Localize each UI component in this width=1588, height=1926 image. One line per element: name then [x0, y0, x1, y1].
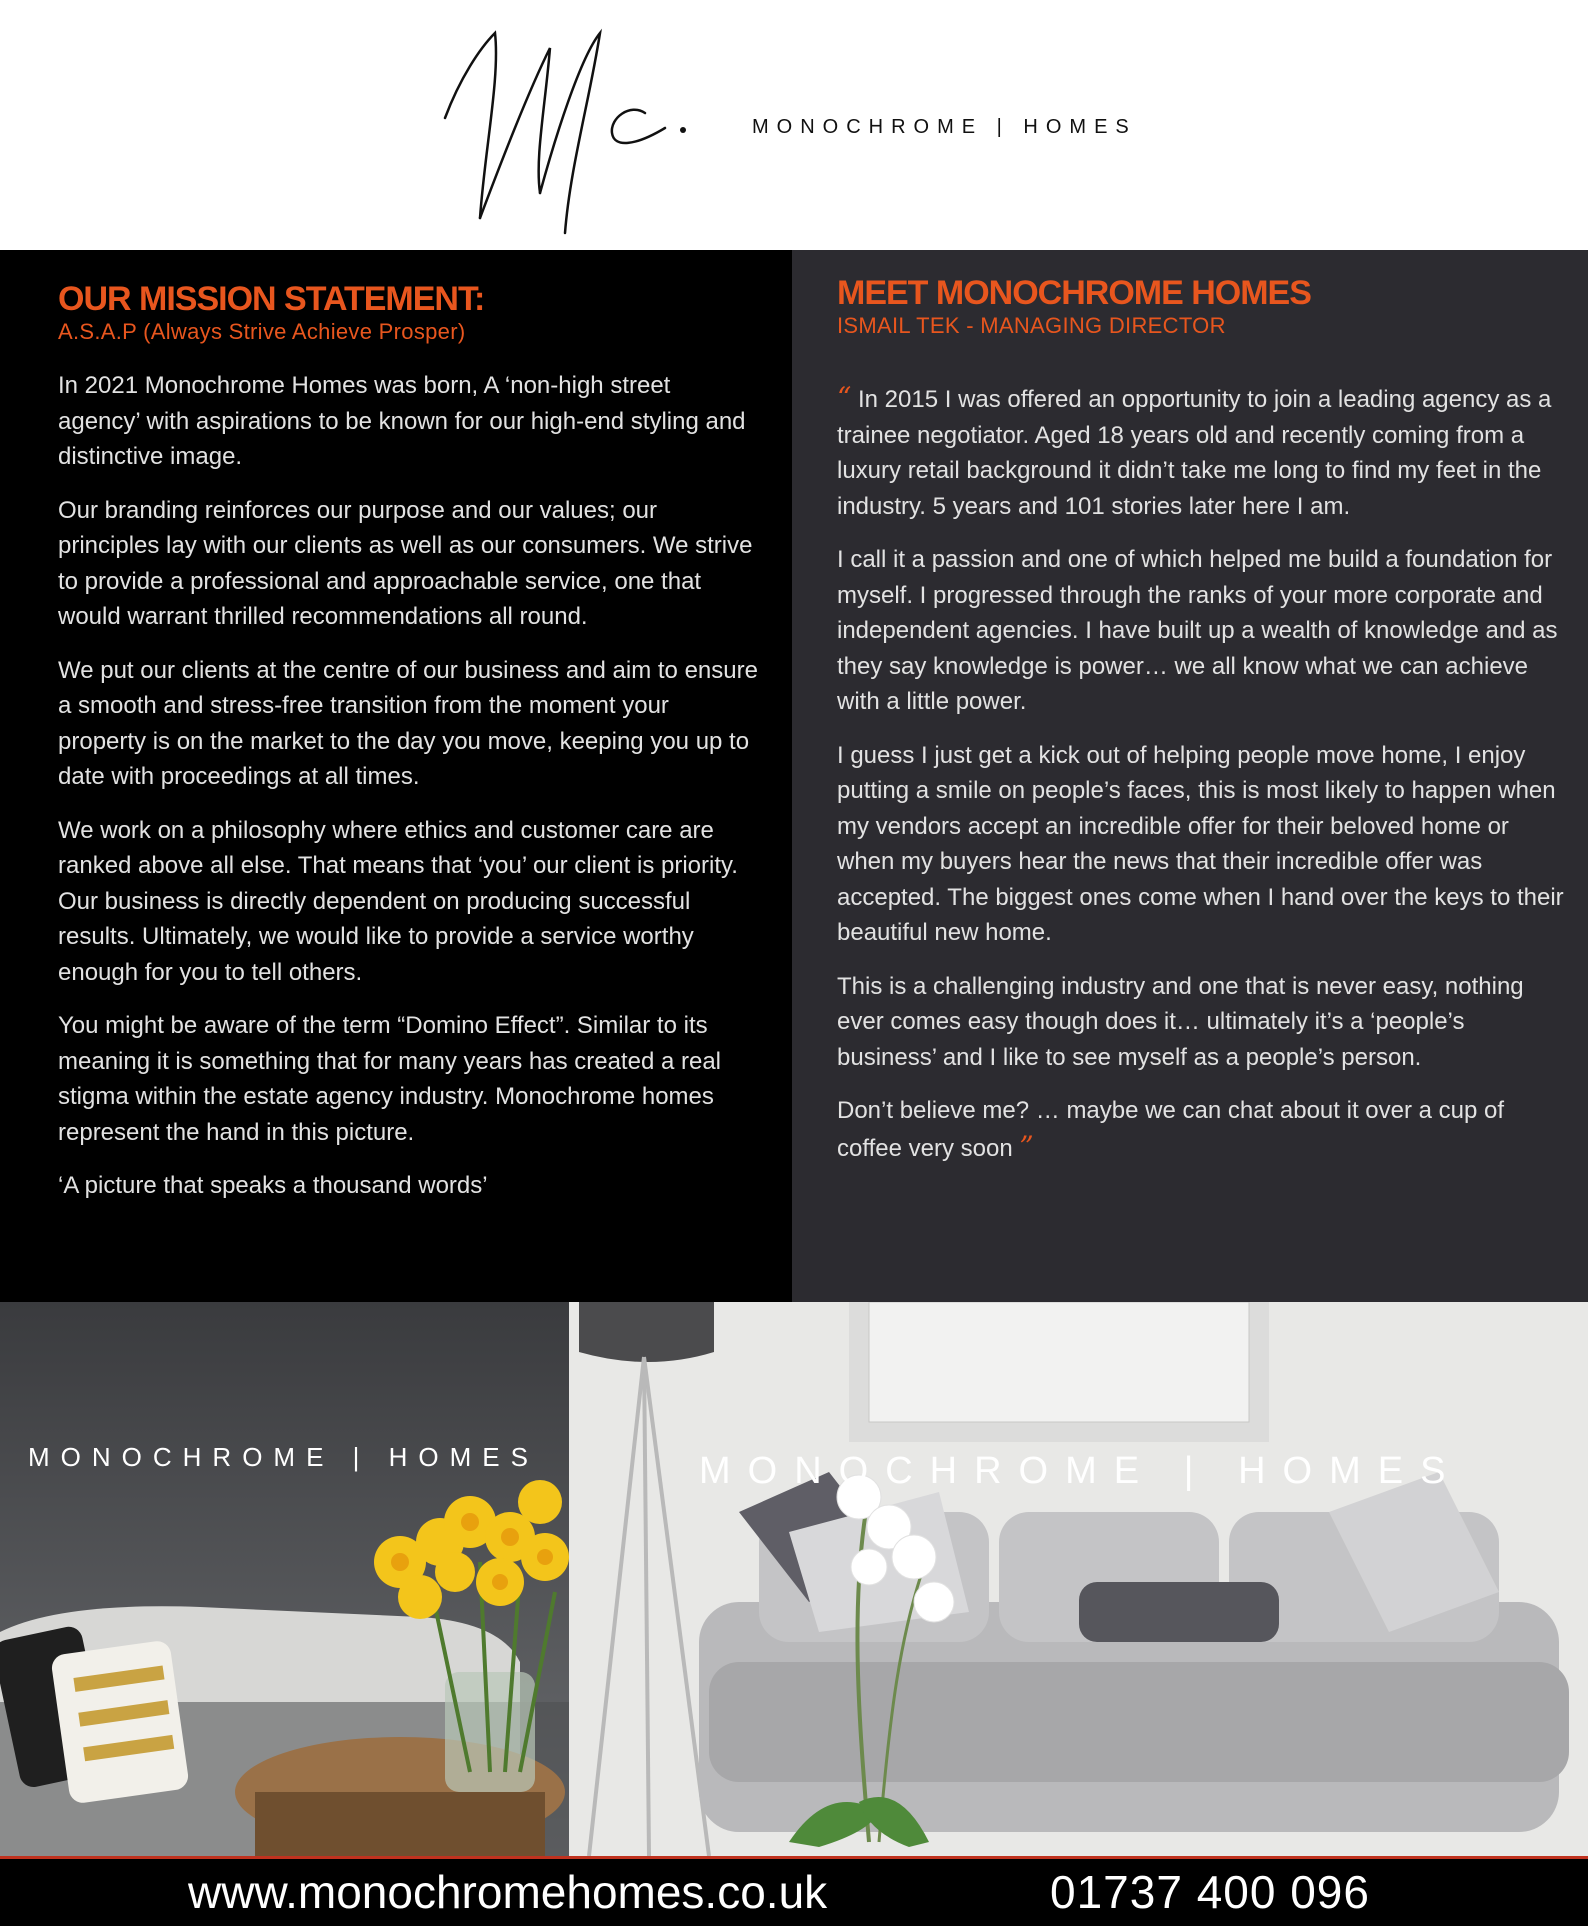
- meet-paragraph: I guess I just get a kick out of helping people move home, I enjoy putting a smile on people’s faces, this is most likely to happen when my vendors accept an incredible offer for their beloved home or when my buyers hear the news that their incredible offer was accepted. The biggest ones come when I hand over the keys to their beautiful new home.: [837, 741, 1564, 946]
- footer: [0, 1856, 1588, 1926]
- meet-paragraph: [837, 380, 1567, 524]
- meet-paragraph: This is a challenging industry and one that is never easy, nothing ever comes easy though does it… ultimately it’s a ‘people’s business’ and I like to see myself as a people’s person.: [837, 972, 1524, 1071]
- meet-heading: MEET MONOCHROME HOMES: [837, 274, 1311, 312]
- mission-section: [0, 250, 792, 1302]
- open-quote-mark: “: [837, 381, 852, 414]
- close-quote-mark: ”: [1019, 1129, 1034, 1163]
- header: [0, 0, 1588, 250]
- website-link[interactable]: www.monochromehomes.co.uk: [188, 1866, 828, 1918]
- grey-sofa-orchid-photo: [569, 1302, 1588, 1856]
- mission-paragraph: In 2021 Monochrome Homes was born, A ‘non-high street agency’ with aspirations to be known for our high-end styling and distinctive image.: [58, 372, 746, 470]
- daffodils-sofa-photo: [0, 1302, 569, 1856]
- meet-paragraph-text: In 2015 I was offered an opportunity to join a leading agency as a trainee negotiator. Aged 18 years old and recently coming from a luxury retail background it didn’t take me long to find my feet in the industry. 5 years and 101 stories later here I am.: [837, 386, 1552, 520]
- meet-paragraph-text: Don’t believe me? … maybe we can chat about it over a cup of coffee very soon: [837, 1097, 1505, 1162]
- phone-number[interactable]: 01737 400 096: [1050, 1866, 1370, 1918]
- mission-paragraph: Our branding reinforces our purpose and our values; our principles lay with our clients as well as our consumers. We strive to provide a professional and approachable service, one that would warrant thrilled recommendations all round.: [58, 496, 753, 630]
- mission-paragraph: You might be aware of the term “Domino Effect”. Similar to its meaning it is something that for many years has created a real stigma within the estate agency industry. Monochrome homes represent the hand in this picture.: [58, 1012, 721, 1146]
- meet-paragraph: [837, 1093, 1567, 1166]
- photo-strip: [0, 1302, 1588, 1856]
- mission-paragraph: We put our clients at the centre of our business and aim to ensure a smooth and stress-free transition from the moment your property is on the market to the day you move, keeping you up to date with proceedings at all times.: [58, 656, 758, 790]
- photo-right-label: MONOCHROME | HOMES: [699, 1450, 1463, 1492]
- mission-paragraph: ‘A picture that speaks a thousand words’: [58, 1172, 488, 1199]
- mission-subheading: A.S.A.P (Always Strive Achieve Prosper): [58, 319, 466, 344]
- meet-paragraph: I call it a passion and one of which helped me build a foundation for myself. I progressed through the ranks of your more corporate and independent agencies. I have built up a wealth of knowledge and as they say knowledge is power… we all know what we can achieve with a little power.: [837, 546, 1558, 715]
- mc-signature-logo: [440, 18, 720, 238]
- brand-name: MONOCHROME | HOMES: [752, 116, 1137, 138]
- meet-subheading: ISMAIL TEK - MANAGING DIRECTOR: [837, 313, 1226, 338]
- photo-left-label: MONOCHROME | HOMES: [28, 1442, 539, 1472]
- meet-section: [792, 250, 1588, 1302]
- mission-heading: OUR MISSION STATEMENT:: [58, 280, 485, 318]
- mission-paragraph: We work on a philosophy where ethics and customer care are ranked above all else. That means that ‘you’ our client is priority. Our business is directly dependent on producing successful results. Ultimately, we would like to provide a service worthy enough for you to tell others.: [58, 816, 738, 986]
